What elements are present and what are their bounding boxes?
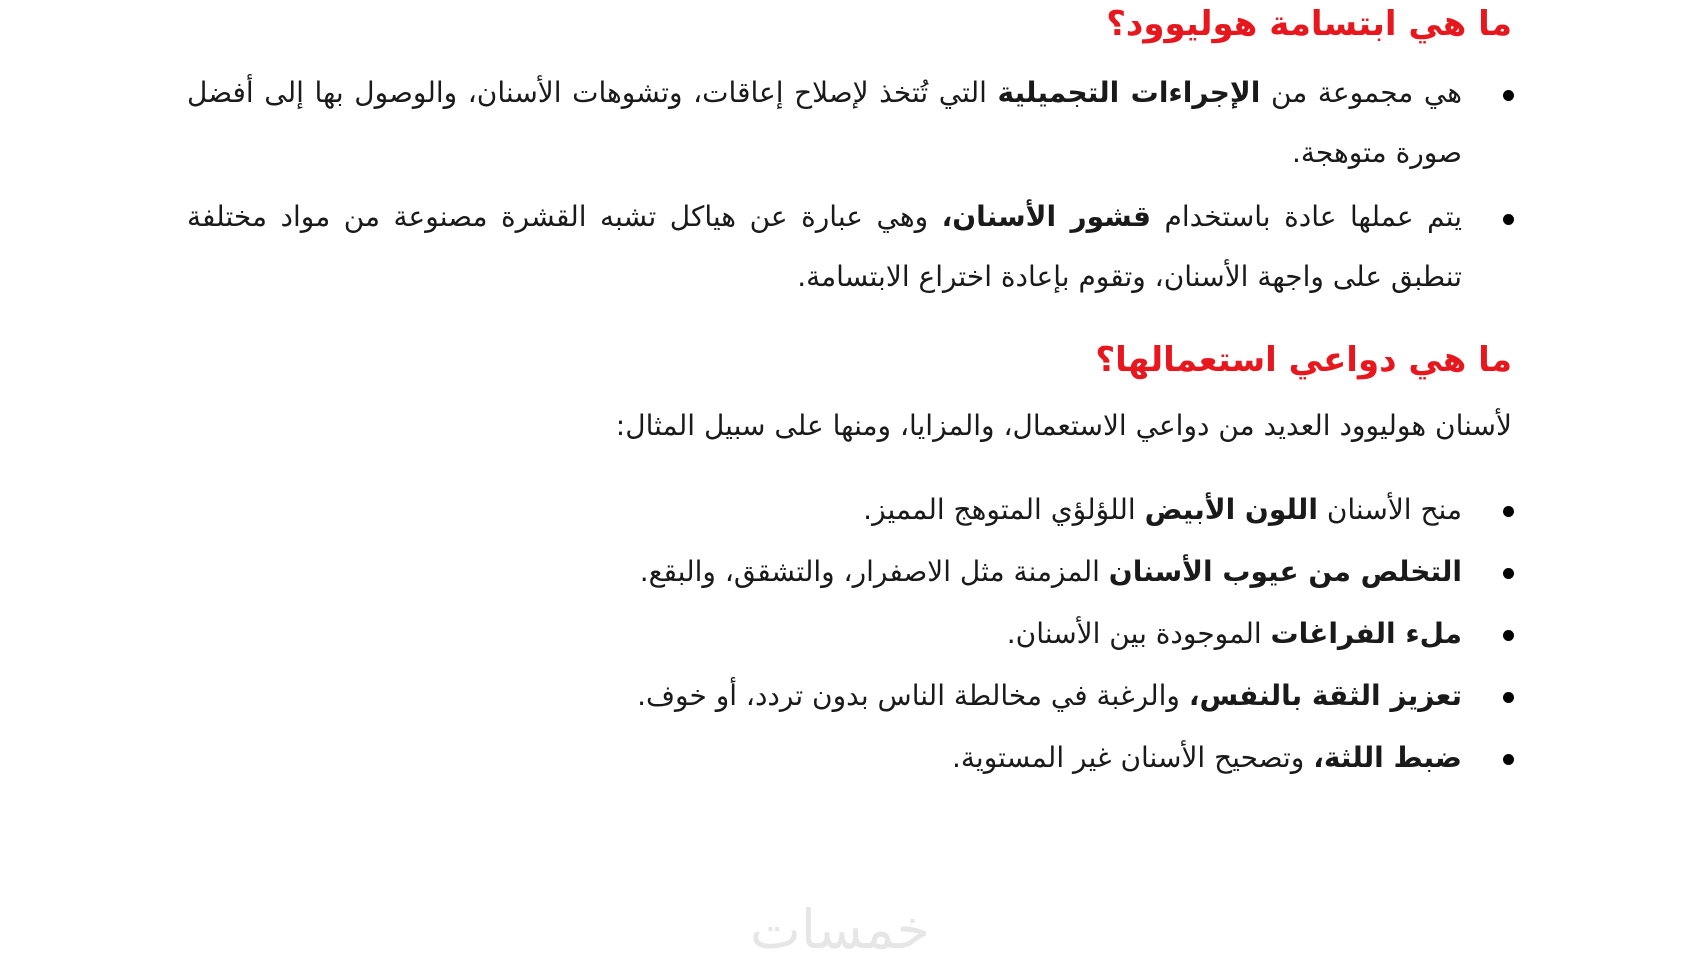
item-text-after: والرغبة في مخالطة الناس بدون تردد، أو خوف. bbox=[637, 679, 1189, 712]
item-text-bold: الإجراءات التجميلية bbox=[997, 76, 1261, 109]
section-heading-uses: ما هي دواعي استعمالها؟ bbox=[1095, 340, 1512, 380]
definition-list bbox=[187, 63, 1462, 311]
list-item bbox=[462, 665, 1462, 727]
bullet-icon bbox=[1503, 506, 1514, 517]
item-text-before: منح الأسنان bbox=[1317, 493, 1462, 526]
item-text-after: التي تُتخذ لإصلاح إعاقات، وتشوهات الأسنان، والوصول بها إلى أفضل صورة متوهجة. bbox=[187, 76, 1462, 169]
item-text-before: هي مجموعة من bbox=[1260, 76, 1463, 109]
bullet-icon bbox=[1503, 754, 1514, 765]
list-item bbox=[187, 63, 1462, 183]
item-text-bold: التخلص من عيوب الأسنان bbox=[1108, 555, 1462, 588]
item-text-after: وتصحيح الأسنان غير المستوية. bbox=[952, 741, 1314, 774]
bullet-icon bbox=[1503, 90, 1514, 101]
item-text-bold: ضبط اللثة، bbox=[1313, 741, 1462, 774]
bullet-icon bbox=[1503, 630, 1514, 641]
section-heading-hollywood-smile: ما هي ابتسامة هوليوود؟ bbox=[1106, 4, 1512, 44]
item-text-bold: قشور الأسنان، bbox=[941, 200, 1151, 233]
item-text-after: المزمنة مثل الاصفرار، والتشقق، والبقع. bbox=[639, 555, 1109, 588]
item-text-after: وهي عبارة عن هياكل تشبه القشرة مصنوعة من مواد مختلفة تنطبق على واجهة الأسنان، وتقوم بإعادة اختراع الابتسامة. bbox=[187, 200, 1462, 293]
bullet-icon bbox=[1503, 568, 1514, 579]
item-text-bold: ملء الفراغات bbox=[1270, 617, 1462, 650]
bullet-icon bbox=[1503, 692, 1514, 703]
intro-paragraph: لأسنان هوليوود العديد من دواعي الاستعمال، والمزايا، ومنها على سبيل المثال: bbox=[615, 409, 1512, 442]
list-item bbox=[462, 541, 1462, 603]
item-text-bold: اللون الأبيض bbox=[1144, 493, 1318, 526]
watermark-logo: خمسات bbox=[750, 898, 931, 961]
item-text-after: اللؤلؤي المتوهج المميز. bbox=[863, 493, 1145, 526]
item-text-before: يتم عملها عادة باستخدام bbox=[1150, 200, 1462, 233]
benefits-list bbox=[462, 479, 1462, 789]
list-item bbox=[462, 727, 1462, 789]
list-item bbox=[462, 603, 1462, 665]
list-item bbox=[187, 187, 1462, 307]
list-item bbox=[462, 479, 1462, 541]
item-text-after: الموجودة بين الأسنان. bbox=[1006, 617, 1271, 650]
item-text-bold: تعزيز الثقة بالنفس، bbox=[1188, 679, 1462, 712]
bullet-icon bbox=[1503, 214, 1514, 225]
